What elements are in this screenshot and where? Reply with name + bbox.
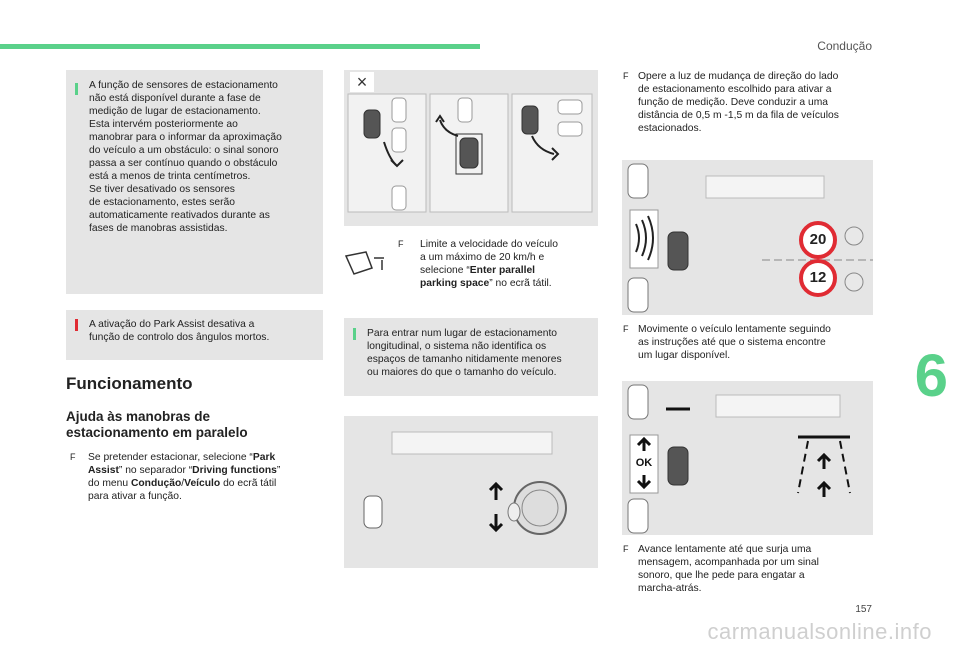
text: Se pretender estacionar, selecione “ bbox=[88, 452, 253, 463]
text: selecione “ bbox=[420, 265, 470, 276]
note-line: do veículo a um obstáculo: o sinal sonoro bbox=[89, 145, 279, 156]
space-found-illustration bbox=[622, 381, 873, 535]
text: para ativar a função. bbox=[88, 491, 182, 502]
note-line: automaticamente reativados durante as bbox=[89, 210, 270, 221]
step-engage-reverse bbox=[623, 543, 883, 595]
text: ” no ecrã tátil. bbox=[489, 278, 552, 289]
text: um lugar disponível. bbox=[638, 350, 731, 361]
header-accent-bar bbox=[0, 44, 480, 49]
text-bold: Driving functions bbox=[192, 465, 277, 476]
bullet-icon: F bbox=[623, 544, 629, 554]
note-line: não está disponível durante a fase de bbox=[89, 93, 261, 104]
section-title: Condução bbox=[817, 39, 872, 53]
text-bold: Park bbox=[252, 452, 276, 463]
note-line: fases de manobras assistidas. bbox=[89, 223, 228, 234]
note-line: Para entrar num lugar de estacionamento bbox=[367, 328, 558, 339]
speed-sign-12: 12 bbox=[809, 269, 827, 286]
bullet-icon: F bbox=[623, 71, 629, 81]
speed-illustration bbox=[622, 160, 873, 315]
text: de estacionamento escolhido para ativar a bbox=[638, 84, 832, 95]
speed-sign-20: 20 bbox=[809, 231, 827, 248]
text: função de medição. Deve conduzir a uma bbox=[638, 97, 829, 108]
text: a um máximo de 20 km/h e bbox=[420, 252, 545, 263]
note-line: espaços de tamanho nitidamente menores bbox=[367, 354, 562, 365]
park-assist-screen-figure bbox=[344, 70, 598, 226]
subheading-line: estacionamento em paralelo bbox=[66, 425, 248, 440]
info-icon bbox=[75, 83, 78, 95]
text: do menu bbox=[88, 478, 131, 489]
parking-modes-illustration bbox=[344, 70, 598, 226]
close-icon: × bbox=[350, 72, 374, 92]
chapter-tab-number: 6 bbox=[914, 342, 948, 409]
step-limit-speed bbox=[398, 238, 598, 290]
text: marcha-atrás. bbox=[638, 583, 702, 594]
steering-illustration bbox=[344, 416, 598, 568]
warning-note-blind-spot bbox=[66, 310, 323, 360]
text-bold: Condução bbox=[130, 478, 182, 489]
subheading-line: Ajuda às manobras de bbox=[66, 409, 211, 424]
text: distância de 0,5 m -1,5 m da fila de veículos bbox=[638, 110, 839, 121]
ok-space-found-figure bbox=[622, 381, 873, 535]
note-line: ou maiores do que o tamanho do veículo. bbox=[367, 367, 557, 378]
text: Movimente o veículo lentamente seguindo bbox=[638, 324, 831, 335]
heading-funcionamento: Funcionamento bbox=[66, 374, 193, 393]
text: ” bbox=[276, 465, 281, 476]
text: Avance lentamente até que surja uma bbox=[638, 544, 812, 555]
note-line: função de controlo dos ângulos mortos. bbox=[89, 332, 270, 343]
text: as instruções até que o sistema encontre bbox=[638, 337, 826, 348]
note-line: Esta intervém posteriormente ao bbox=[89, 119, 238, 130]
note-line: longitudinal, o sistema não identifica os bbox=[367, 341, 547, 352]
text: Opere a luz de mudança de direção do lado bbox=[638, 71, 839, 82]
bullet-icon: F bbox=[398, 239, 404, 249]
text: estacionados. bbox=[638, 123, 702, 134]
ok-label: OK bbox=[635, 457, 653, 469]
note-line: está a menos de trinta centímetros. bbox=[89, 171, 251, 182]
text: / bbox=[181, 478, 185, 489]
text-bold: Assist bbox=[88, 465, 119, 476]
text-bold: parking space bbox=[420, 278, 490, 289]
note-line: medição de lugar de estacionamento. bbox=[89, 106, 261, 117]
text: ” no separador “ bbox=[118, 465, 193, 476]
step-activate-park-assist bbox=[70, 451, 322, 503]
text-bold: Enter parallel bbox=[469, 265, 536, 276]
watermark: carmanualsonline.info bbox=[707, 619, 932, 644]
note-line: Se tiver desativado os sensores bbox=[89, 184, 235, 195]
text: mensagem, acompanhada por um sinal bbox=[638, 557, 819, 568]
step-turn-signal bbox=[623, 70, 883, 135]
bullet-icon: F bbox=[70, 452, 76, 462]
info-note-sensors bbox=[66, 70, 323, 294]
text-bold: Veículo bbox=[184, 478, 221, 489]
bullet-icon: F bbox=[623, 324, 629, 334]
text: do ecrã tátil bbox=[220, 478, 277, 489]
subheading-parallel-parking bbox=[66, 409, 248, 441]
note-line: manobrar para o informar da aproximação bbox=[89, 132, 282, 143]
info-icon bbox=[353, 328, 356, 340]
step-move-slowly bbox=[623, 323, 883, 362]
note-line: A função de sensores de estacionamento bbox=[89, 80, 278, 91]
steering-forward-figure bbox=[344, 416, 598, 568]
page-number: 157 bbox=[855, 604, 872, 615]
note-line: de estacionamento, estes serão bbox=[89, 197, 235, 208]
text: Limite a velocidade do veículo bbox=[420, 239, 558, 250]
hand-touch-icon bbox=[342, 246, 394, 276]
note-line: passa a ser contínuo quando o obstáculo bbox=[89, 158, 278, 169]
info-note-space-size bbox=[344, 318, 598, 396]
speed-measure-figure bbox=[622, 160, 873, 315]
note-line: A ativação do Park Assist desativa a bbox=[89, 319, 255, 330]
text: sonoro, que lhe pede para engatar a bbox=[638, 570, 805, 581]
warning-icon bbox=[75, 319, 78, 331]
